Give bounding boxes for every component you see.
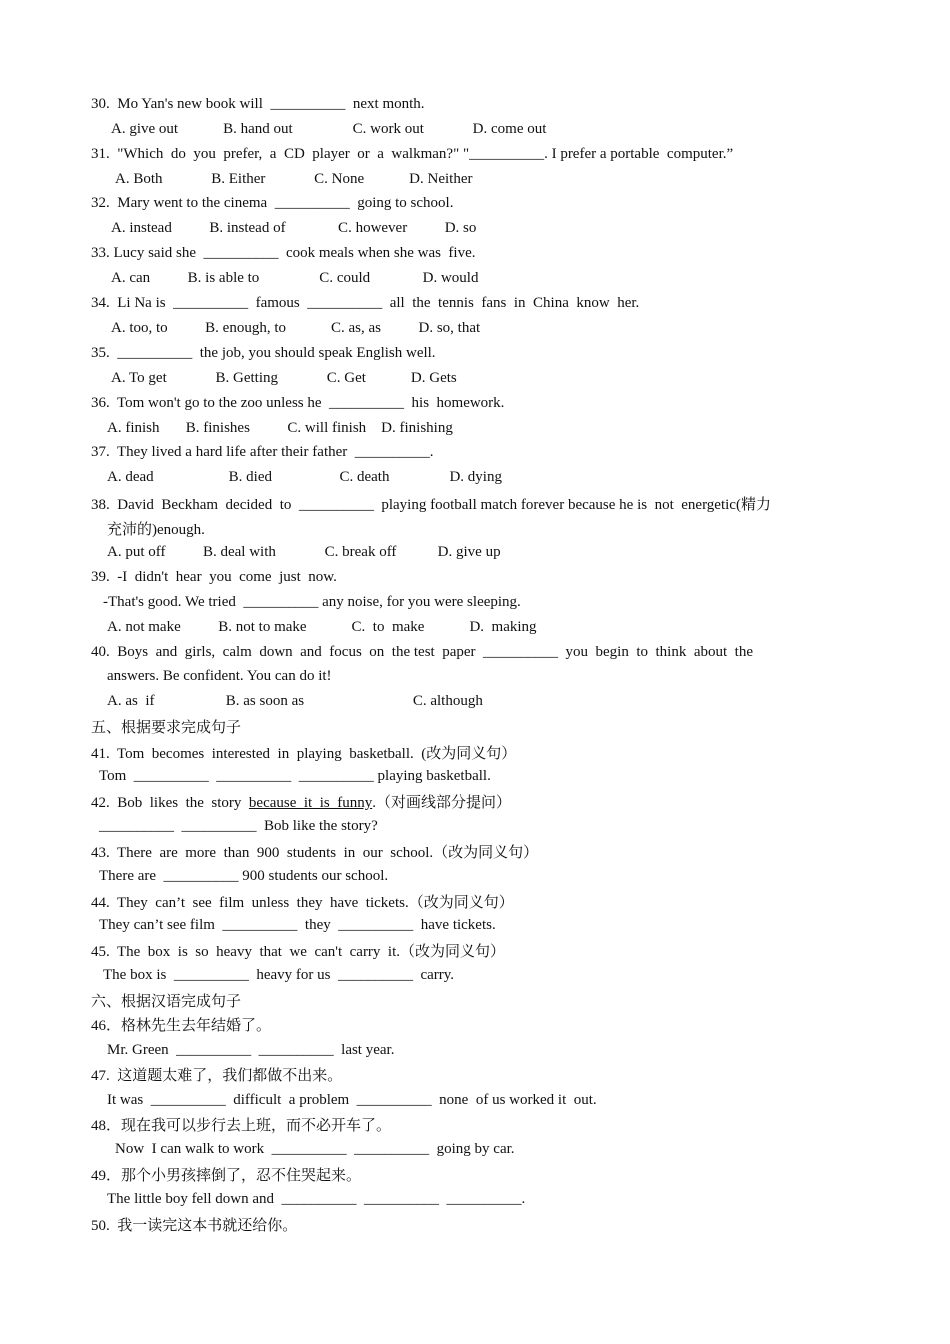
question-42-instruction: .（对画线部分提问） bbox=[372, 795, 511, 811]
question-46-answer: Mr. Green __________ __________ last year. bbox=[107, 1042, 395, 1058]
question-48: 48．现在我可以步行去上班，而不必开车了。 bbox=[91, 1118, 392, 1134]
question-42-underlined-part: because it is funny bbox=[248, 795, 373, 811]
question-47: 47. 这道题太难了，我们都做不出来。 bbox=[91, 1068, 343, 1084]
question-36: 36. Tom won't go to the zoo unless he __________ his homework. bbox=[91, 395, 505, 411]
question-38-options: A. put off B. deal with C. break off D. give up bbox=[107, 544, 501, 560]
question-36-options: A. finish B. finishes C. will finish D. finishing bbox=[107, 420, 453, 436]
section-six-heading: 六、根据汉语完成句子 bbox=[91, 994, 242, 1010]
question-30: 30. Mo Yan's new book will __________ next month. bbox=[91, 96, 425, 112]
question-47-answer: It was __________ difficult a problem __________ none of us worked it out. bbox=[107, 1092, 597, 1108]
question-42 bbox=[91, 794, 511, 812]
question-39: 39. -I didn't hear you come just now. bbox=[91, 569, 337, 585]
question-35-options: A. To get B. Getting C. Get D. Gets bbox=[111, 370, 457, 386]
question-37-options: A. dead B. died C. death D. dying bbox=[107, 469, 502, 485]
question-49: 49．那个小男孩摔倒了，忍不住哭起来。 bbox=[91, 1168, 362, 1184]
question-42-answer: __________ __________ Bob like the story? bbox=[99, 818, 378, 834]
question-45-answer: The box is __________ heavy for us __________ carry. bbox=[103, 967, 455, 983]
question-33-options: A. can B. is able to C. could D. would bbox=[111, 270, 479, 286]
question-38: 38. David Beckham decided to __________ playing football match forever because he is not energetic(精力 bbox=[91, 497, 771, 513]
question-37: 37. They lived a hard life after their father __________. bbox=[91, 444, 434, 460]
question-39-reply: -That's good. We tried __________ any noise, for you were sleeping. bbox=[103, 594, 521, 610]
question-44-answer: They can’t see film __________ they __________ have tickets. bbox=[99, 917, 496, 933]
question-39-options: A. not make B. not to make C. to make D. making bbox=[107, 619, 537, 635]
question-42-number: 42. bbox=[91, 795, 110, 811]
section-five-heading: 五、根据要求完成句子 bbox=[91, 720, 242, 736]
question-40: 40. Boys and girls, calm down and focus on the test paper __________ you begin to think about the bbox=[91, 644, 753, 660]
question-34-options: A. too, to B. enough, to C. as, as D. so, that bbox=[111, 320, 481, 336]
question-31: 31. "Which do you prefer, a CD player or a walkman?" "__________. I prefer a portable computer.” bbox=[91, 146, 734, 162]
question-50: 50. 我一读完这本书就还给你。 bbox=[91, 1218, 298, 1234]
question-43: 43. There are more than 900 students in our school.（改为同义句） bbox=[91, 845, 539, 861]
question-48-answer: Now I can walk to work __________ __________ going by car. bbox=[115, 1141, 515, 1157]
question-49-answer: The little boy fell down and __________ __________ __________. bbox=[107, 1191, 526, 1207]
question-46: 46．格林先生去年结婚了。 bbox=[91, 1018, 272, 1034]
question-40-options: A. as if B. as soon as C. although bbox=[107, 693, 483, 709]
question-38-continued: 充沛的)enough. bbox=[107, 522, 205, 538]
question-33: 33. Lucy said she __________ cook meals when she was five. bbox=[91, 245, 476, 261]
question-43-answer: There are __________ 900 students our school. bbox=[99, 868, 389, 884]
question-42-text: Bob likes the story bbox=[117, 795, 242, 811]
question-35: 35. __________ the job, you should speak English well. bbox=[91, 345, 436, 361]
question-32: 32. Mary went to the cinema __________ going to school. bbox=[91, 195, 454, 211]
question-31-options: A. Both B. Either C. None D. Neither bbox=[115, 171, 473, 187]
question-44: 44. They can’t see film unless they have tickets.（改为同义句） bbox=[91, 895, 514, 911]
question-40-continued: answers. Be confident. You can do it! bbox=[107, 668, 332, 684]
question-30-options: A. give out B. hand out C. work out D. come out bbox=[111, 121, 547, 137]
question-41: 41. Tom becomes interested in playing basketball. (改为同义句） bbox=[91, 746, 517, 762]
question-41-answer: Tom __________ __________ __________ playing basketball. bbox=[99, 768, 491, 784]
question-34: 34. Li Na is __________ famous __________ all the tennis fans in China know her. bbox=[91, 295, 640, 311]
question-32-options: A. instead B. instead of C. however D. so bbox=[111, 220, 477, 236]
question-45: 45. The box is so heavy that we can't carry it.（改为同义句） bbox=[91, 944, 506, 960]
